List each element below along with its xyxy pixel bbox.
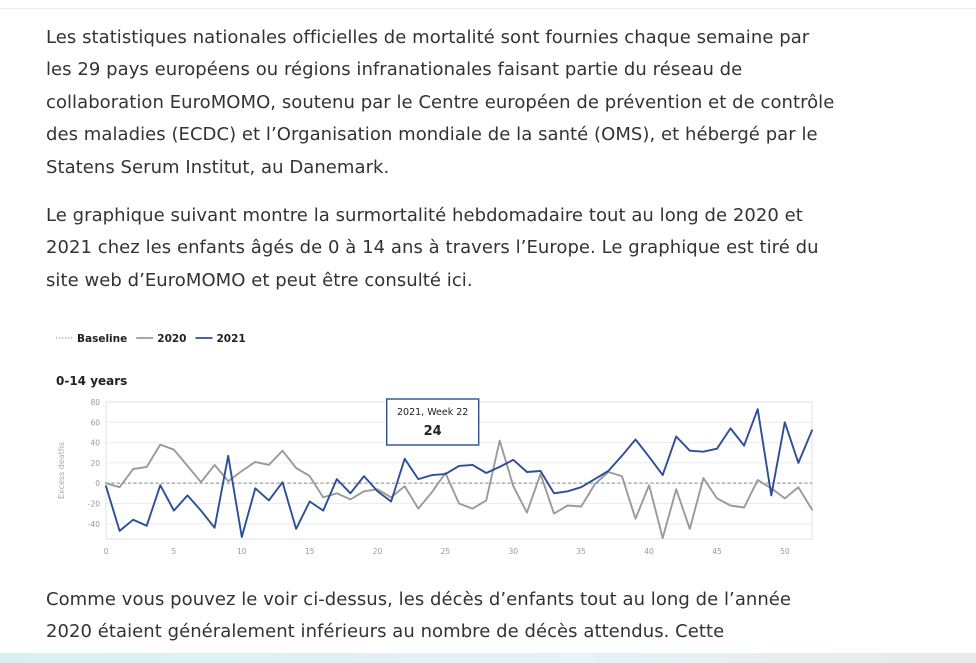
chart-title: 0-14 years bbox=[56, 374, 128, 388]
legend-label-2: 2021 bbox=[216, 333, 246, 345]
paragraph-3: Comme vous pouvez le voir ci-dessus, les décès d’enfants tout au long de l’année 2020 étaient généralement inférieurs au nombre de décès attendus. Cette bbox=[46, 589, 792, 643]
y-tick-label: 40 bbox=[90, 438, 100, 448]
x-tick-label: 45 bbox=[712, 547, 722, 556]
article-body bbox=[46, 22, 836, 297]
tooltip-value: 24 bbox=[423, 424, 442, 439]
paragraph-2: Le graphique suivant montre la surmortalité hebdomadaire tout au long de 2020 et 2021 chez les enfants âgés de 0 à 14 ans à travers l’Europe. Le graphique est tiré du site web d’EuroMOMO et peut être consulté ici. bbox=[46, 205, 819, 291]
x-tick-label: 30 bbox=[508, 547, 519, 556]
legend-label-1: 2020 bbox=[157, 333, 187, 345]
y-tick-label: -40 bbox=[87, 519, 100, 529]
y-tick-label: -20 bbox=[87, 499, 100, 509]
bottom-bar bbox=[0, 653, 976, 663]
y-axis-label: Excess deaths bbox=[57, 441, 66, 500]
y-tick-label: 0 bbox=[95, 479, 100, 489]
y-tick-label: 20 bbox=[90, 458, 100, 468]
y-tick-label: 60 bbox=[90, 418, 100, 428]
x-tick-label: 10 bbox=[236, 547, 247, 556]
x-tick-label: 5 bbox=[171, 547, 177, 556]
excess-deaths-chart bbox=[46, 320, 836, 570]
x-tick-label: 15 bbox=[304, 547, 315, 556]
legend-label-0: Baseline bbox=[77, 333, 128, 345]
x-tick-label: 20 bbox=[372, 547, 383, 556]
x-tick-label: 40 bbox=[644, 547, 654, 556]
top-divider bbox=[0, 8, 976, 9]
x-tick-label: 25 bbox=[440, 547, 451, 556]
y-tick-label: 80 bbox=[90, 398, 100, 407]
x-tick-label: 0 bbox=[103, 547, 109, 556]
chart-figure bbox=[46, 320, 836, 570]
x-tick-label: 35 bbox=[576, 547, 586, 556]
x-tick-label: 50 bbox=[780, 547, 790, 556]
tooltip-label: 2021, Week 22 bbox=[397, 407, 469, 418]
paragraph-1: Les statistiques nationales officielles de mortalité sont fournies chaque semaine par les 29 pays européens ou régions infranationales faisant partie du réseau de collaboration EuroMOMO, soutenu par le Centre européen de prévention et de contrôle des maladies (ECDC) et l’Organisation mondiale de la santé (OMS), et hébergé par le Statens Serum Institut, au Danemark. bbox=[46, 27, 835, 178]
